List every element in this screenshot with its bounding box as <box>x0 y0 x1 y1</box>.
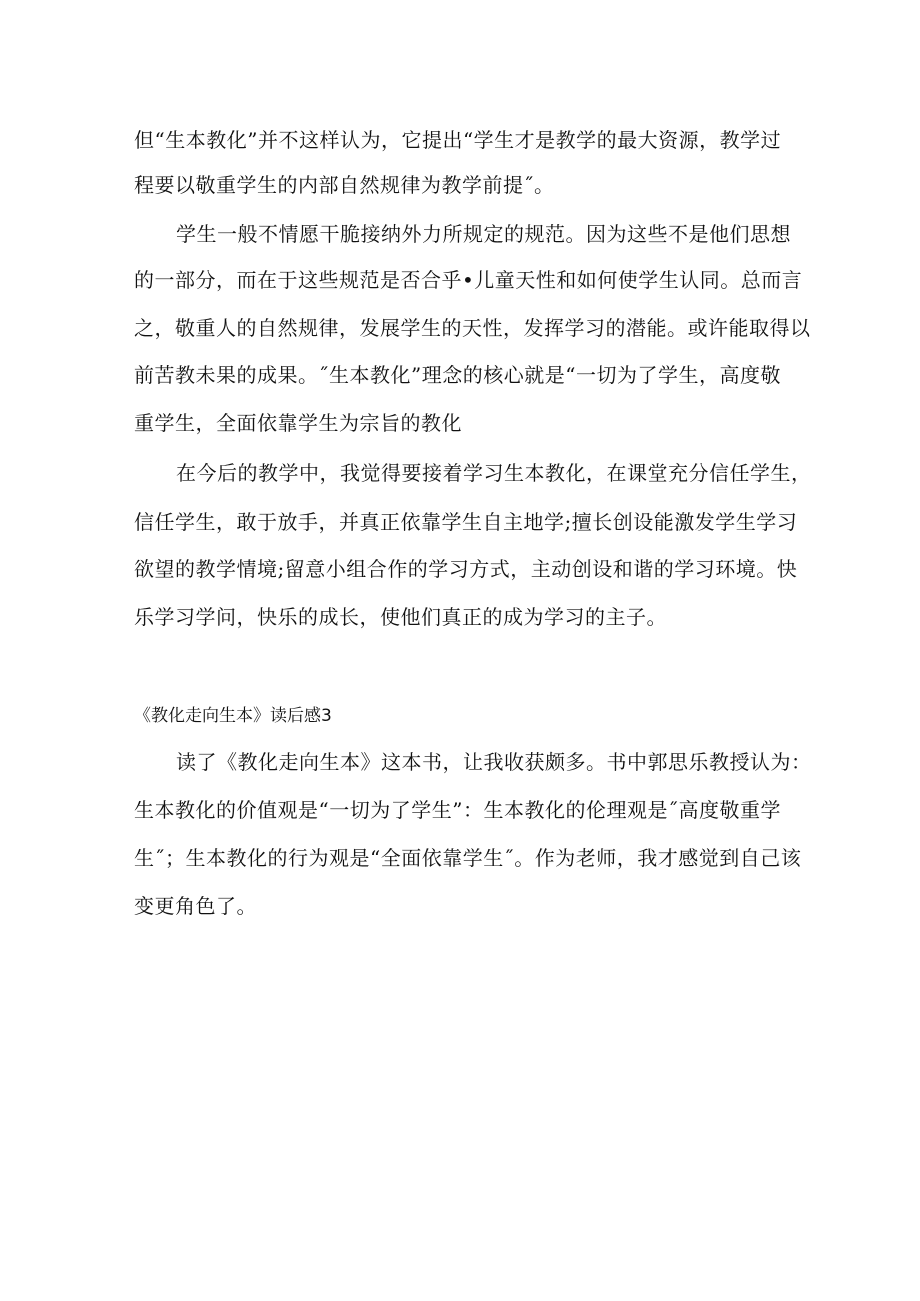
paragraph-3-line-1: 在今后的教学中，我觉得要接着学习生本教化，在课堂充分信任学生， <box>176 461 812 485</box>
section-heading: 《教化走向生本》读后感3 <box>134 706 332 726</box>
paragraph-1-line-2: 程要以敬重学生的内部自然规律为教学前提˝。 <box>134 173 555 197</box>
paragraph-2-line-5: 重学生，全面依靠学生为宗旨的教化 <box>134 411 462 435</box>
final-paragraph-line-4: 变更角色了。 <box>134 894 257 918</box>
paragraph-3-line-4: 乐学习学问，快乐的成长，使他们真正的成为学习的主子。 <box>134 605 667 629</box>
final-paragraph-line-3: 生˝；生本教化的行为观是“全面依靠学生˝。作为老师，我才感觉到自己该 <box>134 846 802 870</box>
final-paragraph-line-1: 读了《教化走向生本》这本书，让我收获颇多。书中郭思乐教授认为： <box>176 750 812 774</box>
final-paragraph-line-2: 生本教化的价值观是“一切为了学生”：生本教化的伦理观是˝高度敬重学 <box>134 798 781 822</box>
paragraph-2-line-4: 前苦教未果的成果。˝生本教化”理念的核心就是“一切为了学生，高度敬 <box>134 363 781 387</box>
paragraph-2-line-3: 之，敬重人的自然规律，发展学生的天性，发挥学习的潜能。或许能取得以 <box>134 316 811 340</box>
paragraph-3-line-3: 欲望的教学情境;留意小组合作的学习方式，主动创设和谐的学习环境。快 <box>134 557 798 581</box>
paragraph-1-line-1: 但“生本教化”并不这样认为，它提出“学生才是教学的最大资源，教学过 <box>134 128 782 152</box>
paragraph-2-line-1: 学生一般不情愿干脆接纳外力所规定的规范。因为这些不是他们思想 <box>176 222 791 246</box>
paragraph-2-line-2: 的一部分，而在于这些规范是否合乎•儿童天性和如何使学生认同。总而言 <box>134 268 803 292</box>
paragraph-3-line-2: 信任学生，敢于放手，并真正依靠学生自主地学;擅长创设能激发学生学习 <box>134 510 798 534</box>
